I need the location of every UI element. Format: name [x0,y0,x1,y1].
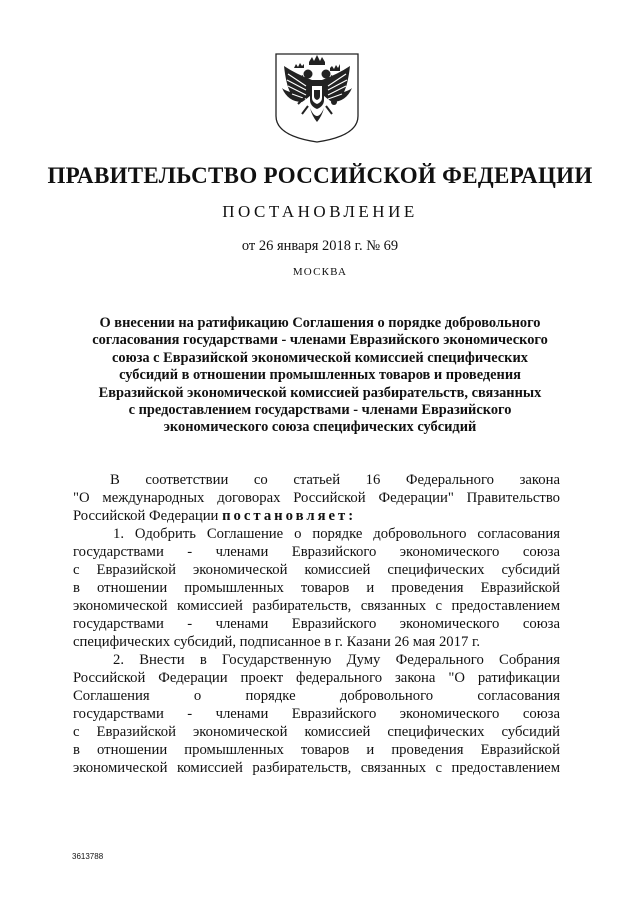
document-city: МОСКВА [292,266,348,278]
body-text-fragment: Российской Федерации [73,508,219,524]
body-line: с Евразийской экономической комиссией специфических субсидий [73,562,560,578]
body-line: с Евразийской экономической комиссией специфических субсидий [73,724,560,740]
russian-coat-of-arms-icon [272,50,362,146]
heading-line: субсидий в отношении промышленных товаров и проведения [119,367,521,384]
body-line: 1. Одобрить Соглашение о порядке добровольного согласования [113,526,560,542]
body-line: В соответствии со статьей 16 Федерального закона [110,472,560,488]
document-type: ПОСТАНОВЛЕНИЕ [222,202,418,221]
document-code: 3613788 [72,852,104,861]
heading-line: О внесении на ратификацию Соглашения о порядке добровольного [99,315,541,331]
body-line: в отношении промышленных товаров и проведения Евразийской [73,580,560,596]
heading-line: согласования государствами - членами Евразийского экономического [92,332,548,349]
body-line: "О международных договорах Российской Федерации" Правительство [73,490,560,506]
body-line: экономической комиссией разбирательств, связанных с предоставлением [73,598,560,614]
body-line: государствами - членами Евразийского экономического союза [73,544,560,560]
body-line: экономической комиссией разбирательств, связанных с предоставлением [73,760,560,776]
body-line: Соглашения о порядке добровольного согласования [73,688,560,704]
heading-line: с предоставлением государствами - членами Евразийского [128,402,512,419]
document-date-number: от 26 января 2018 г. № 69 [241,238,399,254]
heading-line: Евразийской экономической комиссией разбирательств, связанных [98,384,542,401]
body-line: Российской Федерации проект федерального закона "О ратификации [73,670,560,686]
body-line: государствами - членами Евразийского экономического союза [73,706,560,722]
document-heading [80,315,560,437]
heading-line: экономического союза специфических субсидий [163,419,477,436]
document-body [73,471,560,777]
government-title: ПРАВИТЕЛЬСТВО РОССИЙСКОЙ ФЕДЕРАЦИИ [47,163,593,188]
body-line [73,507,560,525]
resolves-keyword: постановляет: [222,508,357,524]
heading-line: союза с Евразийской экономической комиссией специфических [112,349,528,366]
body-line: 2. Внести в Государственную Думу Федерального Собрания [113,652,560,668]
body-line: специфических субсидий, подписанное в г. Казани 26 мая 2017 г. [73,634,481,650]
body-line: в отношении промышленных товаров и проведения Евразийской [73,742,560,758]
body-line: государствами - членами Евразийского экономического союза [73,616,560,632]
